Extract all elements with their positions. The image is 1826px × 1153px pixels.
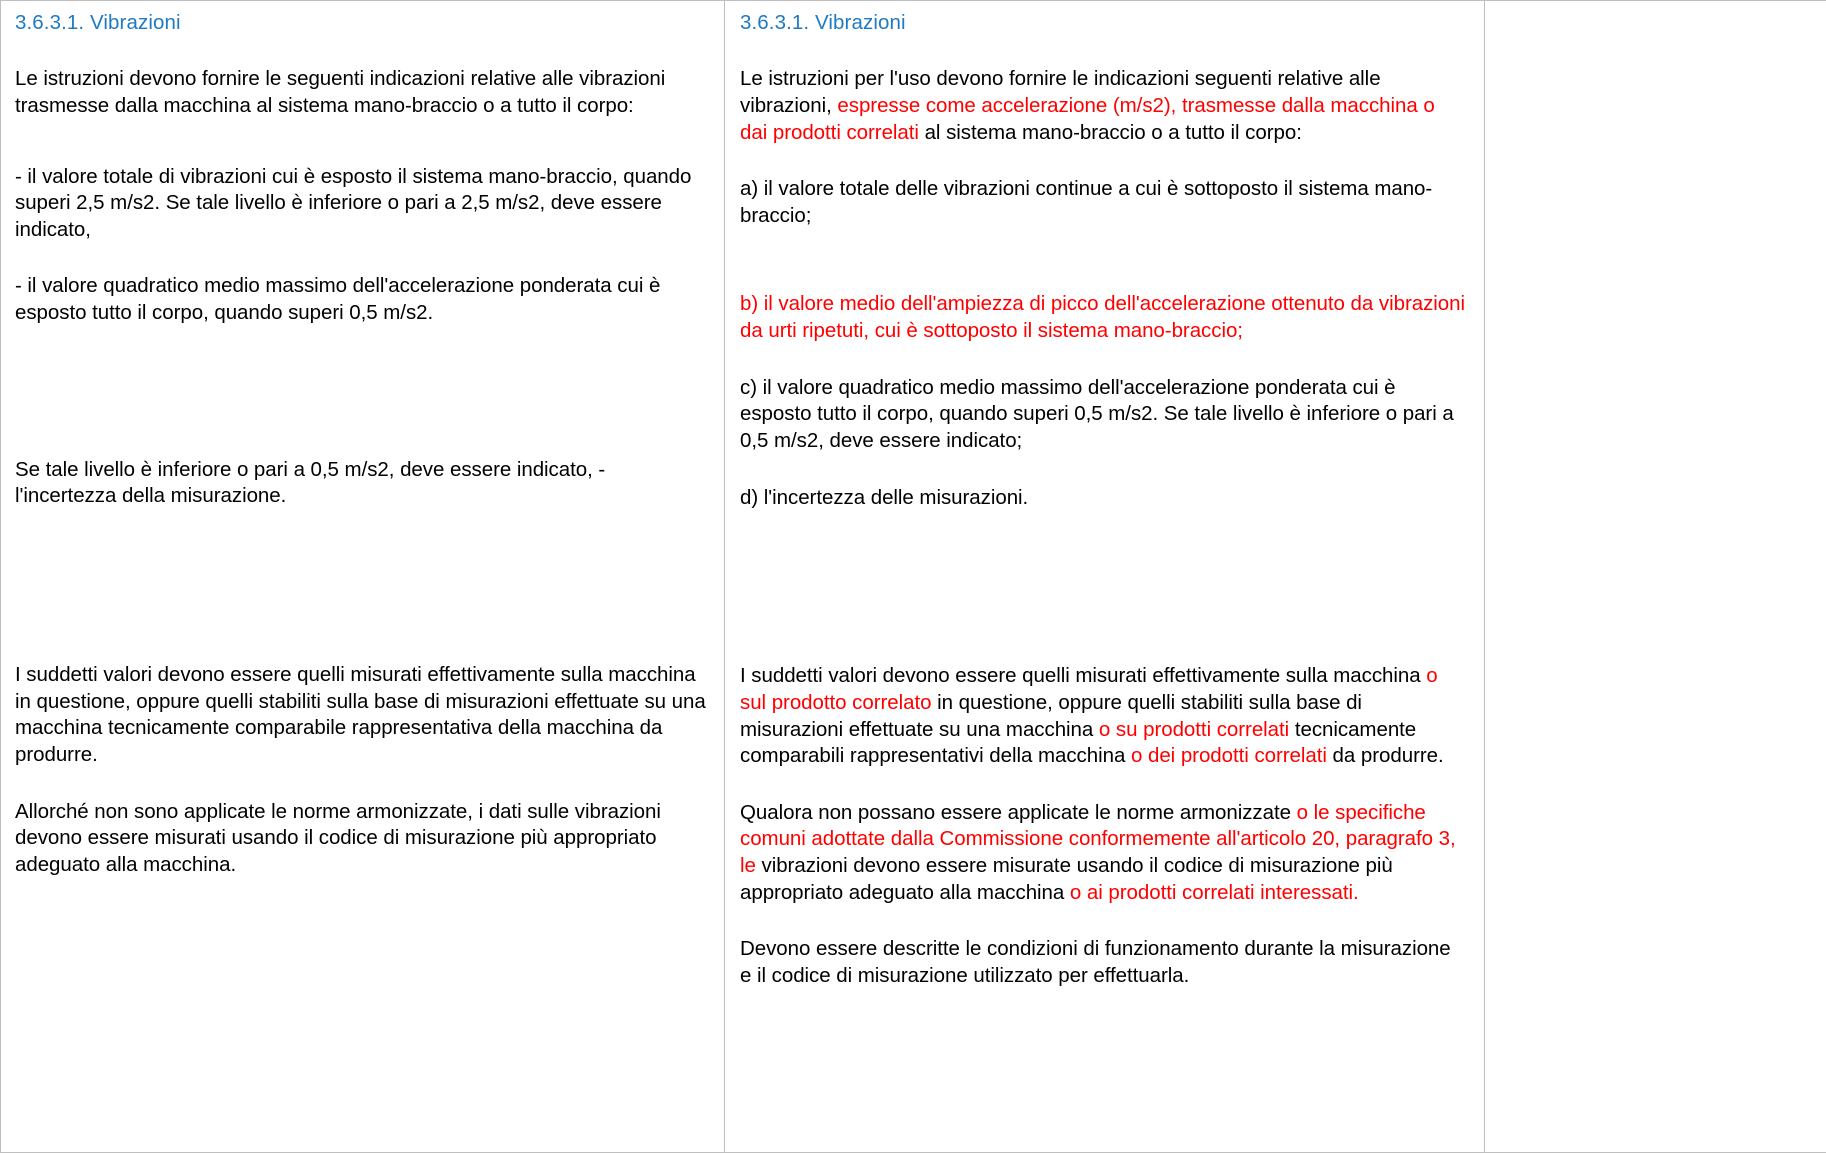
right-paragraph-item-a	[740, 176, 1466, 229]
inserted-text-run: o ai prodotti correlati interessati.	[1069, 880, 1359, 904]
spacer	[15, 510, 710, 640]
spacer	[15, 120, 710, 164]
spacer	[740, 36, 1466, 66]
spacer	[15, 769, 710, 799]
spacer	[740, 906, 1466, 936]
left-paragraph-bullet-1	[15, 164, 710, 244]
revised-text-column	[725, 1, 1485, 1153]
right-section-heading: 3.6.3.1. Vibrazioni	[740, 11, 906, 34]
spacer	[740, 511, 1466, 641]
spacer	[15, 327, 710, 457]
text-run: I suddetti valori devono essere quelli misurati effettivamente sulla macchina	[740, 664, 1427, 688]
spacer	[15, 640, 710, 662]
spacer	[15, 36, 710, 66]
left-paragraph-bullet-3	[15, 457, 710, 510]
text-run: Allorché non sono applicate le norme armonizzate, i dati sulle vibrazioni devono essere misurati usando il codice di misurazione più appropriato adeguato alla macchina.	[15, 799, 661, 876]
text-run: Devono essere descritte le condizioni di funzionamento durante la misurazione e il codice di misurazione utilizzato per effettuarla.	[740, 937, 1451, 988]
spacer	[740, 345, 1466, 375]
text-run: Le istruzioni devono fornire le seguenti indicazioni relative alle vibrazioni trasmesse dalla macchina al sistema mano-braccio o a tutto il corpo:	[15, 67, 666, 117]
left-paragraph-bullet-2	[15, 273, 710, 326]
text-run: - il valore totale di vibrazioni cui è esposto il sistema mano-braccio, quando superi 2,5 m/s2. Se tale livello è inferiore o pari a 2,5 m/s2, deve essere indicato,	[15, 164, 692, 241]
right-paragraph-item-b	[740, 291, 1466, 344]
text-run: in questione, oppure quelli stabiliti sulla base di misurazioni effettuate su una macchina	[740, 690, 1362, 741]
inserted-text-run: o su prodotti correlati	[1098, 717, 1290, 741]
left-paragraph-values	[15, 662, 710, 769]
text-run: Le istruzioni per l'uso devono fornire le indicazioni seguenti relative alle vibrazioni,	[740, 67, 1381, 117]
text-run: Qualora non possano essere applicate le norme armonizzate	[740, 800, 1297, 824]
spacer	[740, 229, 1466, 291]
inserted-text-run: o le specifiche comuni adottate dalla Commissione conformemente all'articolo 20, paragrafo 3, le	[740, 800, 1456, 878]
text-run: al sistema mano-braccio o a tutto il corpo:	[918, 120, 1302, 144]
right-paragraph-intro	[740, 66, 1466, 146]
text-run: c) il valore quadratico medio massimo dell'accelerazione ponderata cui è esposto tutto il corpo, quando superi 0,5 m/s2. Se tale livello è inferiore o pari a 0,5 m/s2, deve essere indicato;	[740, 375, 1454, 452]
text-run: d) l'incertezza delle misurazioni.	[740, 485, 1029, 509]
original-text-column	[1, 1, 725, 1153]
text-run: - il valore quadratico medio massimo dell'accelerazione ponderata cui è esposto tutto il corpo, quando superi 0,5 m/s2.	[15, 274, 661, 325]
inserted-text-run: espresse come accelerazione (m/s2), trasmesse dalla macchina o dai prodotti correlati	[740, 93, 1435, 144]
spacer	[740, 146, 1466, 176]
text-run: da produrre.	[1326, 744, 1444, 768]
right-paragraph-values	[740, 663, 1466, 770]
right-paragraph-conditions	[740, 936, 1466, 989]
spacer	[15, 243, 710, 273]
right-paragraph-item-d	[740, 485, 1466, 512]
notes-column	[1485, 1, 1826, 1153]
inserted-text-run: b) il valore medio dell'ampiezza di picco dell'accelerazione ottenuto da vibrazioni da urti ripetuti, cui è sottoposto il sistema mano-braccio;	[740, 292, 1465, 343]
text-run: tecnicamente comparabili rappresentativi della macchina	[740, 717, 1417, 768]
spacer	[740, 770, 1466, 800]
text-run: I suddetti valori devono essere quelli misurati effettivamente sulla macchina in questione, oppure quelli stabiliti sulla base di misurazioni effettuate su una macchina tecnicamente comparabile rappresentativa della macchina da produrre.	[15, 663, 706, 766]
left-paragraph-intro	[15, 66, 710, 119]
text-run: a) il valore totale delle vibrazioni continue a cui è sottoposto il sistema mano- braccio;	[740, 177, 1433, 227]
left-section-heading: 3.6.3.1. Vibrazioni	[15, 11, 181, 34]
text-run: vibrazioni devono essere misurate usando il codice di misurazione più appropriato adeguato alla macchina	[740, 854, 1393, 904]
spacer	[740, 641, 1466, 663]
table-row	[1, 1, 1826, 1153]
left-paragraph-harmonised	[15, 799, 710, 879]
inserted-text-run: o sul prodotto correlato	[740, 664, 1438, 714]
notes-column-content	[1485, 1, 1826, 1152]
spacer	[740, 455, 1466, 485]
right-paragraph-harmonised	[740, 800, 1466, 907]
text-run: Se tale livello è inferiore o pari a 0,5 m/s2, deve essere indicato, - l'incertezza della misurazione.	[15, 457, 606, 508]
right-paragraph-item-c	[740, 375, 1466, 455]
inserted-text-run: o dei prodotti correlati	[1130, 744, 1327, 768]
